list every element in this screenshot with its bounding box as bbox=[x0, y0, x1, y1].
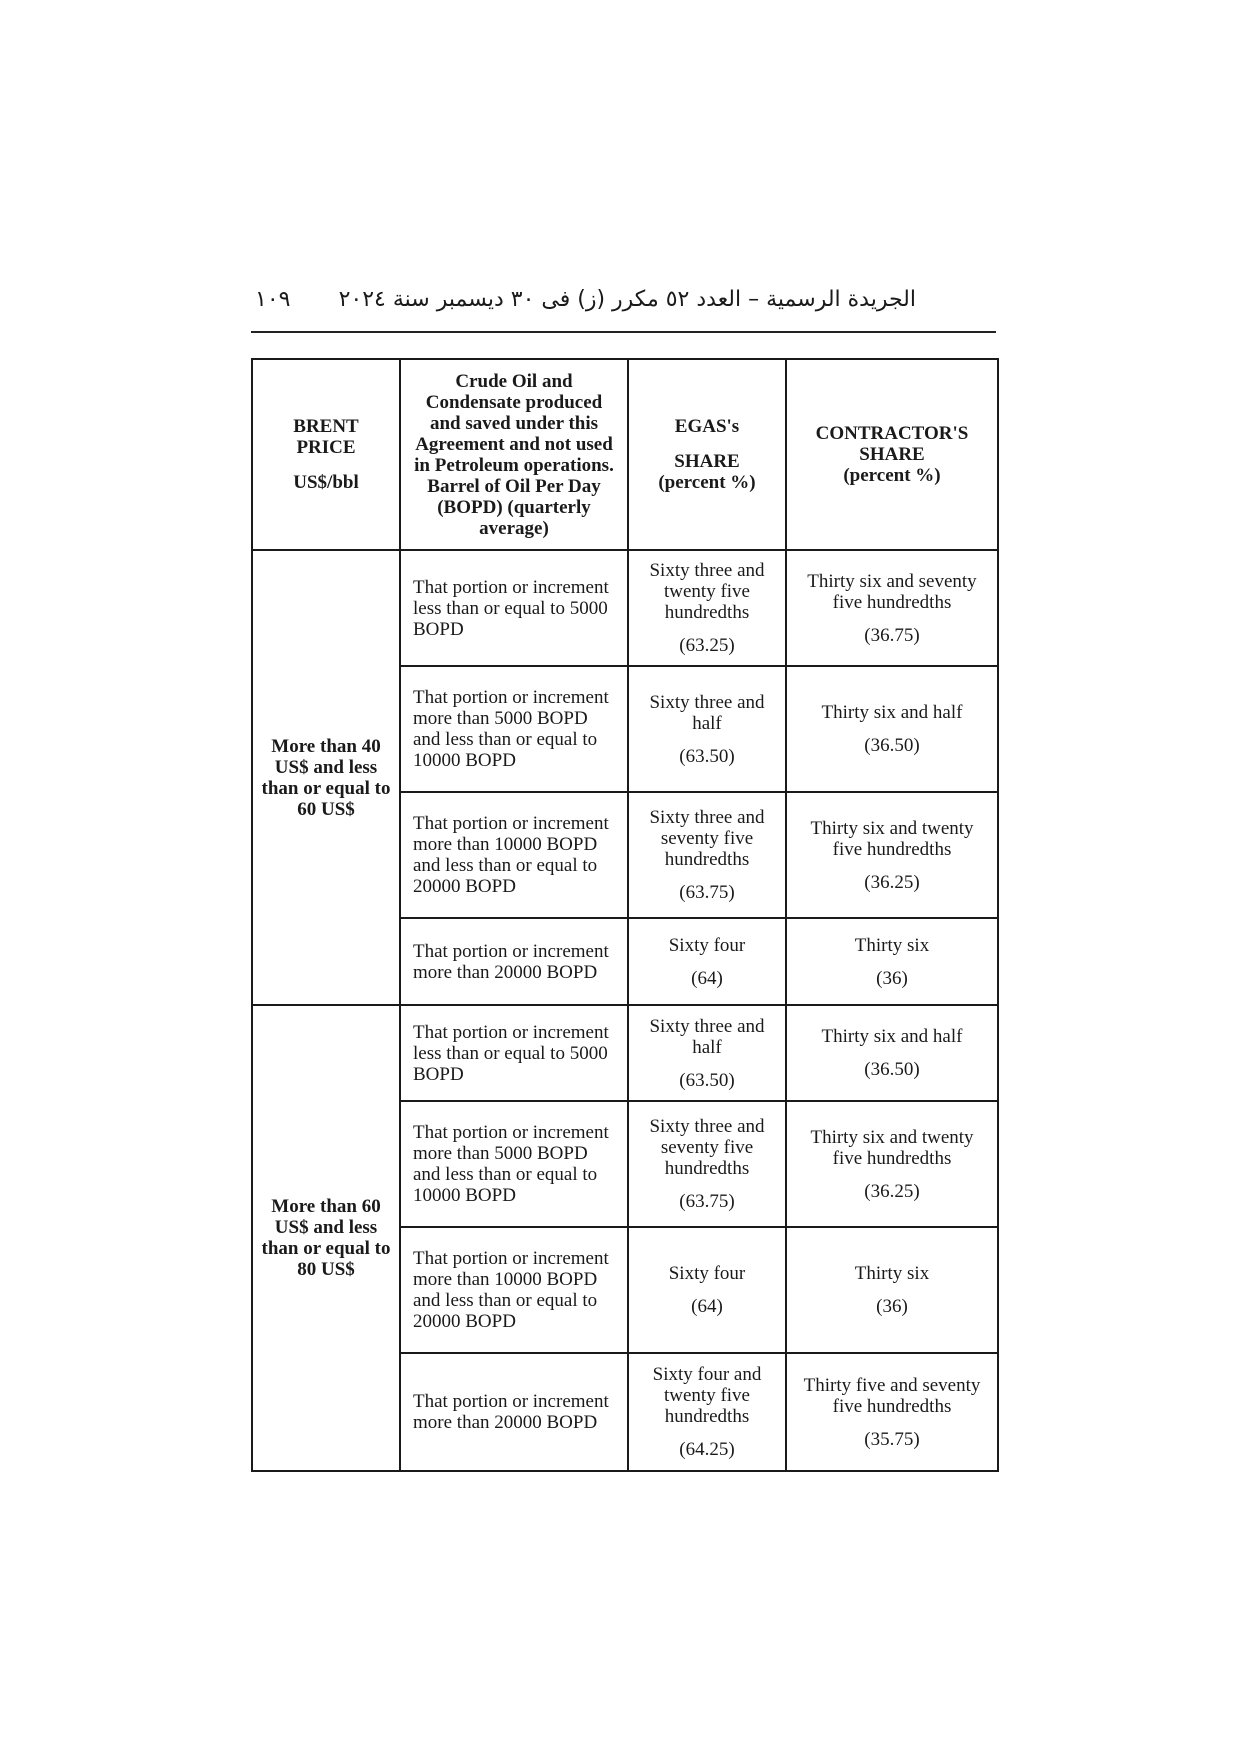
header-egas-share: EGAS's SHARE (percent %) bbox=[628, 359, 786, 550]
price-range-cell: More than 60 US$ and less than or equal to 80 US$ bbox=[252, 1005, 400, 1471]
gazette-title: الجريدة الرسمية – العدد ٥٢ مكرر (ز) فى ٣٠ ديسمبر سنة ٢٠٢٤ bbox=[338, 287, 916, 312]
contractor-share-cell: Thirty six and half (36.50) bbox=[786, 666, 998, 792]
contractor-share-cell: Thirty six and half (36.50) bbox=[786, 1005, 998, 1101]
table-row bbox=[252, 550, 998, 666]
egas-share-cell: Sixty four (64) bbox=[628, 1227, 786, 1353]
portion-cell: That portion or increment less than or equal to 5000 BOPD bbox=[400, 550, 628, 666]
contractor-share-cell: Thirty six (36) bbox=[786, 918, 998, 1005]
portion-cell: That portion or increment more than 10000 BOPD and less than or equal to 20000 BOPD bbox=[400, 792, 628, 918]
production-sharing-table bbox=[251, 358, 999, 1472]
page-number: ١٠٩ bbox=[255, 287, 291, 312]
contractor-share-cell: Thirty six and twenty five hundredths (36.25) bbox=[786, 1101, 998, 1227]
contractor-share-cell: Thirty six and seventy five hundredths (36.75) bbox=[786, 550, 998, 666]
table-header-row bbox=[252, 359, 998, 550]
portion-cell: That portion or increment more than 5000 BOPD and less than or equal to 10000 BOPD bbox=[400, 666, 628, 792]
header-brent-price: BRENT PRICE US$/bbl bbox=[252, 359, 400, 550]
portion-cell: That portion or increment more than 20000 BOPD bbox=[400, 1353, 628, 1471]
table-row bbox=[252, 1005, 998, 1101]
contractor-share-cell: Thirty five and seventy five hundredths (35.75) bbox=[786, 1353, 998, 1471]
header-crude-oil: Crude Oil and Condensate produced and saved under this Agreement and not used in Petroleum operations. Barrel of Oil Per Day (BOPD) (quarterly average) bbox=[400, 359, 628, 550]
egas-share-cell: Sixty three and twenty five hundredths (63.25) bbox=[628, 550, 786, 666]
egas-share-cell: Sixty four (64) bbox=[628, 918, 786, 1005]
portion-cell: That portion or increment more than 10000 BOPD and less than or equal to 20000 BOPD bbox=[400, 1227, 628, 1353]
contractor-share-cell: Thirty six (36) bbox=[786, 1227, 998, 1353]
egas-share-cell: Sixty four and twenty five hundredths (64.25) bbox=[628, 1353, 786, 1471]
egas-share-cell: Sixty three and half (63.50) bbox=[628, 1005, 786, 1101]
egas-share-cell: Sixty three and seventy five hundredths (63.75) bbox=[628, 792, 786, 918]
contractor-share-cell: Thirty six and twenty five hundredths (36.25) bbox=[786, 792, 998, 918]
egas-share-cell: Sixty three and half (63.50) bbox=[628, 666, 786, 792]
portion-cell: That portion or increment more than 20000 BOPD bbox=[400, 918, 628, 1005]
header-contractor-share: CONTRACTOR'S SHARE (percent %) bbox=[786, 359, 998, 550]
portion-cell: That portion or increment more than 5000 BOPD and less than or equal to 10000 BOPD bbox=[400, 1101, 628, 1227]
page-header bbox=[251, 283, 996, 333]
price-range-cell: More than 40 US$ and less than or equal to 60 US$ bbox=[252, 550, 400, 1005]
portion-cell: That portion or increment less than or equal to 5000 BOPD bbox=[400, 1005, 628, 1101]
egas-share-cell: Sixty three and seventy five hundredths (63.75) bbox=[628, 1101, 786, 1227]
